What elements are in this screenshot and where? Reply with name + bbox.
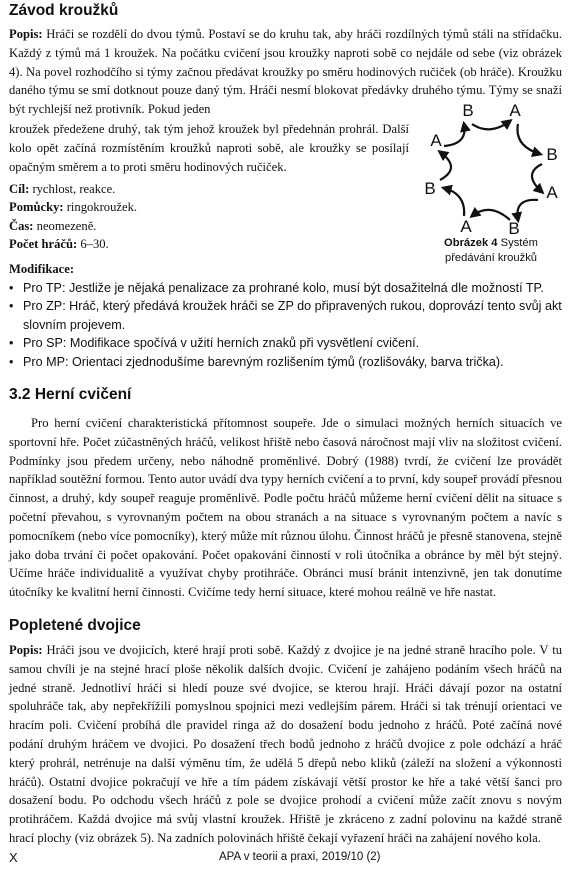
attribute-pomucky: Pomůcky: ringokroužek. xyxy=(9,200,138,215)
figure-label-5: B xyxy=(424,179,436,198)
modifikace-item-tp: • Pro TP: Jestliže je nějaká penalizace za prohrané kolo, musí být dosažitelná dle možností TP. xyxy=(9,279,562,297)
arrow-8 xyxy=(444,124,465,146)
modifikace-list xyxy=(9,279,562,371)
modifikace-item-zp: • Pro ZP: Hráč, který předává kroužek hráči se ZP do připravených rukou, doprovází tento svůj akt slovním projevem. xyxy=(9,297,562,334)
figure-caption: Obrázek 4 Systém předávání kroužků xyxy=(444,237,538,264)
arrow-4 xyxy=(517,200,538,220)
popletene-dvojice-paragraph xyxy=(9,641,562,848)
figure-label-1: B xyxy=(462,101,474,120)
arrow-1 xyxy=(472,121,510,129)
modifikace-item-sp: • Pro SP: Modifikace spočívá v užití herních znaků při vysvětlení cvičení. xyxy=(9,334,562,352)
figure-label-7: A xyxy=(460,217,472,236)
ring-passing-svg xyxy=(418,94,564,242)
herni-cviceni-paragraph: Pro herní cvičení charakteristická přítomnost soupeře. Jde o simulaci možných herních situacích ve sportovní hře. Počet zúčastněných hráčů, velikost hřiště nebo časová náročnost mají vliv na složitost cvičení. Podmínky jsou předem určeny, nebo náhodně proměnlivé. Dobrý (1988) tvrdí, že cvičení lze provádět například soutěžní formou. Tento autor uvádí dva typy herních cvičení a to první, kdy soupeř provádí přesnou činnost, a druhý, kdy soupeř reaguje proměnlivě. Podle počtu hráčů můžeme herní cvičení dělit na situace s početní převahou, s vyrovnaným počtem na obou stranách a na situace s vyrovnaným počtem a navíc s pomocníkem (nebo více pomocníky), který může mít různou úlohu. Činnost hráčů je přesně stanovena, stejně jako doba trvání či počet opakování. Počet opakování činností v roli útočníka a obránce by měl být stejný. Učíme hráče individualitě a využívat chyby protihráče. Obránci musí bránit intenzivně, jen tak donutíme útočníky ke kvalitní herní činnosti. Cvičíme tedy herní situace, které mohou reálně ve hře nastat. xyxy=(9,416,562,600)
figure-label-8: B xyxy=(508,219,520,238)
section-title-zavod-krouzku: Závod kroužků xyxy=(9,2,119,19)
popis-text-2: Hráči jsou ve dvojicích, které hrají proti sobě. Každý z dvojice je na jedné straně hracího pole. V tu samou chvíli je na stejné hrací ploše několik dalších dvojic. Cvičení je zahájeno podáním všech hráčů na jedné straně. Jednotliví hráči si hledí pouze své dvojice, se kterou hrají. Hráči dávají pozor na ostatní spoluhráče tak, aby nepřekřížili pomyslnou spojnici mezi vedlejším párem. Hráči si tak trénují orientaci ve hracím poli. Cvičení probíhá dle pravidel ringa až do dosažení bodu jednoho z hráčů. Poté začíná nové podání druhým hráčem ve dvojici. Po dosažení třech bodů jednoho z hráčů dvojice z pole odchází a hráč který prohrál, netrénuje na další výměnu tím, že udělá 5 dřepů nebo kliků (záleží na složení a výkonnosti hráčů). Ostatní dvojice pokračují ve hře a tím pádem získávají větší prostor ke hře a také větší šanci pro dosažení bodu. Po odchodu všech hráčů z pole se dvojice prohodí a cvičení může začít znovu s novým protihráčem. Každá dvojice má svůj vlastní kroužek. Hřiště je zkráceno z zadní polovinu na každé straně hrací plochy (viz obrázek 5). Na zadních polovinách hřiště čekají vyřazení hráči na zahájení nového kola. xyxy=(9,643,562,845)
popis-label-2: Popis: xyxy=(9,643,43,657)
page-number: X xyxy=(9,850,18,865)
figure-label-3: A xyxy=(430,131,442,150)
figure-label-2: A xyxy=(509,101,521,120)
modifikace-item-mp: • Pro MP: Orientaci zjednodušíme barevným rozlišením týmů (rozlišováky, barva trička). xyxy=(9,353,562,371)
attribute-pocet-hracu: Počet hráčů: 6–30. xyxy=(9,237,109,252)
arrow-6 xyxy=(444,188,464,216)
arrow-2 xyxy=(517,124,540,154)
section-title-popletene-dvojice: Popletené dvojice xyxy=(9,617,141,634)
arrow-7 xyxy=(440,152,451,180)
popis-text: Hráči se rozdělí do dvou týmů. Postaví se do kruhu tak, aby hráči rozdílných týmů stáli na střídačku. Každý z týmů má 1 kroužek. Na počátku cvičení jsou kroužky naproti sobě co nejdále od sebe (viz obrázek 4). Na povel rozhodčího si týmy začnou předávat kroužky po směru hodinových ručiček (ob hráče). Kroužku daného týmu se smí dotknout pouze daný tým. Hráči nesmí blokovat předávky druhého týmu. Týmy se snaží být rychlejší než protivník. Pokud jeden xyxy=(9,27,562,117)
section-title-herni-cviceni: 3.2 Herní cvičení xyxy=(9,386,132,403)
popis-label: Popis: xyxy=(9,27,43,41)
modifikace-heading: Modifikace: xyxy=(9,262,75,276)
exercise-attributes xyxy=(9,180,309,254)
arrow-3 xyxy=(532,164,542,192)
figure-label-4: B xyxy=(546,145,558,164)
figure-ring-passing-diagram xyxy=(418,94,564,242)
attribute-cil: Cíl: rychlost, reakce. xyxy=(9,182,116,196)
attribute-cas: Čas: neomezeně. xyxy=(9,218,97,233)
arrow-5 xyxy=(472,210,510,220)
figure-label-6: A xyxy=(546,183,558,202)
popis-paragraph-1-continued: kroužek předežene druhý, tak tým jehož kroužek byl předehnán prohrál. Další kolo opět začíná rozmístěním kroužků naproti sobě, ale kroužky se posílají opačným směrem a to proti směru hodinových ručiček. xyxy=(9,122,409,174)
journal-citation: APA v teorii a praxi, 2019/10 (2) xyxy=(219,851,381,863)
